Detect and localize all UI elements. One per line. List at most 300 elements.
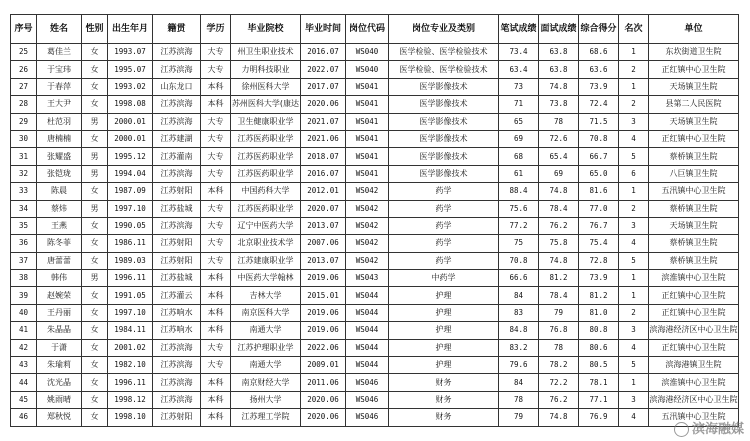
cell-seq: 37 xyxy=(11,252,37,269)
cell-school: 力明科技职业 xyxy=(231,61,301,78)
cell-position-code: WS041 xyxy=(346,130,389,147)
cell-birth: 1995.07 xyxy=(108,61,153,78)
cell-seq: 31 xyxy=(11,148,37,165)
cell-origin: 江苏响水 xyxy=(153,304,201,321)
watermark xyxy=(674,418,744,437)
cell-interview-score: 75.8 xyxy=(539,235,579,252)
cell-written-score: 70.8 xyxy=(499,252,539,269)
cell-graduation: 2019.06 xyxy=(301,304,346,321)
cell-gender: 女 xyxy=(82,304,108,321)
cell-interview-score: 76.8 xyxy=(539,322,579,339)
cell-name: 张耀盛 xyxy=(37,148,82,165)
cell-total-score: 73.9 xyxy=(579,270,619,287)
header-school: 毕业院校 xyxy=(231,15,301,44)
table-row xyxy=(11,391,739,408)
cell-gender: 男 xyxy=(82,270,108,287)
cell-birth: 1984.11 xyxy=(108,322,153,339)
cell-interview-score: 73.8 xyxy=(539,96,579,113)
cell-seq: 35 xyxy=(11,217,37,234)
cell-seq: 41 xyxy=(11,322,37,339)
cell-position-code: WS044 xyxy=(346,287,389,304)
cell-interview-score: 78.2 xyxy=(539,357,579,374)
table-row xyxy=(11,148,739,165)
cell-total-score: 75.4 xyxy=(579,235,619,252)
cell-birth: 1997.10 xyxy=(108,200,153,217)
table-row xyxy=(11,339,739,356)
cell-seq: 36 xyxy=(11,235,37,252)
cell-graduation: 2018.07 xyxy=(301,148,346,165)
cell-total-score: 63.6 xyxy=(579,61,619,78)
cell-seq: 39 xyxy=(11,287,37,304)
cell-education: 大专 xyxy=(201,339,231,356)
cell-name: 韩伟 xyxy=(37,270,82,287)
cell-seq: 46 xyxy=(11,409,37,426)
cell-interview-score: 76.2 xyxy=(539,217,579,234)
cell-written-score: 83 xyxy=(499,304,539,321)
cell-education: 本科 xyxy=(201,322,231,339)
cell-birth: 1997.10 xyxy=(108,304,153,321)
cell-origin: 江苏滨海 xyxy=(153,96,201,113)
cell-rank: 1 xyxy=(619,78,649,95)
cell-education: 本科 xyxy=(201,391,231,408)
cell-unit: 东坎街道卫生院 xyxy=(649,44,739,61)
cell-education: 大专 xyxy=(201,252,231,269)
cell-unit: 滨淮镇中心卫生院 xyxy=(649,270,739,287)
cell-seq: 38 xyxy=(11,270,37,287)
table-row xyxy=(11,374,739,391)
table-row xyxy=(11,217,739,234)
cell-unit: 正红镇中心卫生院 xyxy=(649,61,739,78)
cell-position-code: WS041 xyxy=(346,78,389,95)
table-header-row xyxy=(11,15,739,44)
cell-major: 中药学 xyxy=(389,270,499,287)
cell-interview-score: 78 xyxy=(539,113,579,130)
cell-seq: 42 xyxy=(11,339,37,356)
cell-rank: 1 xyxy=(619,287,649,304)
cell-school: 江苏医药职业学 xyxy=(231,200,301,217)
cell-major: 医学影像技术 xyxy=(389,130,499,147)
cell-interview-score: 74.8 xyxy=(539,409,579,426)
cell-education: 本科 xyxy=(201,96,231,113)
cell-rank: 1 xyxy=(619,183,649,200)
cell-origin: 江苏滨海 xyxy=(153,357,201,374)
cell-interview-score: 79 xyxy=(539,304,579,321)
cell-origin: 江苏滨海 xyxy=(153,217,201,234)
header-written-score: 笔试成绩 xyxy=(499,15,539,44)
cell-gender: 女 xyxy=(82,130,108,147)
cell-origin: 江苏滨海 xyxy=(153,374,201,391)
cell-name: 朱瑜莉 xyxy=(37,357,82,374)
cell-name: 杜范羽 xyxy=(37,113,82,130)
cell-written-score: 69 xyxy=(499,130,539,147)
cell-birth: 1998.12 xyxy=(108,391,153,408)
cell-name: 陈晨 xyxy=(37,183,82,200)
cell-position-code: WS046 xyxy=(346,374,389,391)
cell-total-score: 80.5 xyxy=(579,357,619,374)
cell-written-score: 66.6 xyxy=(499,270,539,287)
table-row xyxy=(11,165,739,182)
cell-written-score: 63.4 xyxy=(499,61,539,78)
media-logo-icon xyxy=(674,422,689,437)
cell-interview-score: 69 xyxy=(539,165,579,182)
cell-education: 大专 xyxy=(201,217,231,234)
cell-education: 本科 xyxy=(201,270,231,287)
table-row xyxy=(11,200,739,217)
cell-interview-score: 78 xyxy=(539,339,579,356)
cell-education: 本科 xyxy=(201,304,231,321)
table-row xyxy=(11,44,739,61)
cell-rank: 2 xyxy=(619,200,649,217)
cell-seq: 25 xyxy=(11,44,37,61)
cell-interview-score: 72.2 xyxy=(539,374,579,391)
cell-position-code: WS044 xyxy=(346,322,389,339)
cell-unit: 滨淮镇中心卫生院 xyxy=(649,374,739,391)
cell-graduation: 2021.06 xyxy=(301,130,346,147)
cell-major: 财务 xyxy=(389,391,499,408)
cell-total-score: 68.6 xyxy=(579,44,619,61)
cell-education: 大专 xyxy=(201,61,231,78)
cell-written-score: 65 xyxy=(499,113,539,130)
cell-origin: 江苏建湖 xyxy=(153,130,201,147)
cell-total-score: 72.8 xyxy=(579,252,619,269)
cell-name: 王丹丽 xyxy=(37,304,82,321)
cell-seq: 40 xyxy=(11,304,37,321)
cell-position-code: WS046 xyxy=(346,409,389,426)
cell-name: 唐蕾蕾 xyxy=(37,252,82,269)
cell-position-code: WS042 xyxy=(346,183,389,200)
cell-school: 江苏理工学院 xyxy=(231,409,301,426)
cell-rank: 4 xyxy=(619,339,649,356)
cell-position-code: WS041 xyxy=(346,96,389,113)
cell-gender: 女 xyxy=(82,391,108,408)
cell-total-score: 65.0 xyxy=(579,165,619,182)
cell-written-score: 75 xyxy=(499,235,539,252)
results-table xyxy=(10,14,739,427)
cell-major: 医学影像技术 xyxy=(389,148,499,165)
cell-rank: 4 xyxy=(619,409,649,426)
table-row xyxy=(11,113,739,130)
cell-written-score: 73 xyxy=(499,78,539,95)
cell-name: 葛佳兰 xyxy=(37,44,82,61)
cell-origin: 江苏滨海 xyxy=(153,44,201,61)
table-row xyxy=(11,96,739,113)
cell-total-score: 77.1 xyxy=(579,391,619,408)
cell-school: 南京财经大学 xyxy=(231,374,301,391)
cell-education: 大专 xyxy=(201,235,231,252)
cell-school: 中国药科大学 xyxy=(231,183,301,200)
cell-rank: 2 xyxy=(619,304,649,321)
cell-unit: 正红镇中心卫生院 xyxy=(649,304,739,321)
cell-gender: 女 xyxy=(82,217,108,234)
cell-major: 财务 xyxy=(389,409,499,426)
cell-origin: 江苏射阳 xyxy=(153,409,201,426)
header-birth: 出生年月 xyxy=(108,15,153,44)
cell-school: 江苏护理职业学 xyxy=(231,339,301,356)
cell-name: 郑秋悦 xyxy=(37,409,82,426)
cell-position-code: WS040 xyxy=(346,44,389,61)
cell-written-score: 68 xyxy=(499,148,539,165)
cell-graduation: 2015.01 xyxy=(301,287,346,304)
cell-gender: 男 xyxy=(82,113,108,130)
cell-birth: 1993.02 xyxy=(108,78,153,95)
cell-position-code: WS041 xyxy=(346,148,389,165)
cell-gender: 女 xyxy=(82,409,108,426)
cell-position-code: WS046 xyxy=(346,391,389,408)
cell-total-score: 81.0 xyxy=(579,304,619,321)
cell-rank: 2 xyxy=(619,96,649,113)
cell-graduation: 2016.07 xyxy=(301,165,346,182)
cell-school: 北京职业技术学 xyxy=(231,235,301,252)
cell-graduation: 2020.06 xyxy=(301,96,346,113)
cell-rank: 3 xyxy=(619,217,649,234)
cell-major: 护理 xyxy=(389,339,499,356)
table-row xyxy=(11,287,739,304)
cell-gender: 女 xyxy=(82,287,108,304)
cell-school: 南通大学 xyxy=(231,322,301,339)
cell-major: 医学影像技术 xyxy=(389,78,499,95)
cell-rank: 4 xyxy=(619,235,649,252)
cell-birth: 1994.04 xyxy=(108,165,153,182)
cell-origin: 江苏响水 xyxy=(153,322,201,339)
cell-major: 护理 xyxy=(389,322,499,339)
header-rank: 名次 xyxy=(619,15,649,44)
cell-written-score: 61 xyxy=(499,165,539,182)
cell-graduation: 2011.06 xyxy=(301,374,346,391)
cell-interview-score: 78.4 xyxy=(539,200,579,217)
cell-major: 财务 xyxy=(389,374,499,391)
table-row xyxy=(11,304,739,321)
cell-birth: 1990.05 xyxy=(108,217,153,234)
cell-graduation: 2007.06 xyxy=(301,235,346,252)
cell-seq: 34 xyxy=(11,200,37,217)
cell-name: 于宝玮 xyxy=(37,61,82,78)
cell-education: 大专 xyxy=(201,130,231,147)
cell-education: 大专 xyxy=(201,44,231,61)
cell-written-score: 75.6 xyxy=(499,200,539,217)
cell-school: 辽宁中医药大学 xyxy=(231,217,301,234)
cell-seq: 43 xyxy=(11,357,37,374)
cell-major: 药学 xyxy=(389,252,499,269)
cell-unit: 蔡桥镇卫生院 xyxy=(649,252,739,269)
cell-school: 中医药大学翰林 xyxy=(231,270,301,287)
cell-graduation: 2016.07 xyxy=(301,44,346,61)
cell-position-code: WS041 xyxy=(346,113,389,130)
cell-origin: 江苏滨海 xyxy=(153,165,201,182)
cell-major: 医学影像技术 xyxy=(389,113,499,130)
cell-rank: 3 xyxy=(619,322,649,339)
cell-total-score: 73.9 xyxy=(579,78,619,95)
table-row xyxy=(11,409,739,426)
cell-written-score: 77.2 xyxy=(499,217,539,234)
cell-rank: 5 xyxy=(619,252,649,269)
cell-gender: 男 xyxy=(82,165,108,182)
cell-major: 医学检验、医学检验技术 xyxy=(389,61,499,78)
cell-position-code: WS042 xyxy=(346,200,389,217)
cell-unit: 五汛镇中心卫生院 xyxy=(649,183,739,200)
cell-education: 大专 xyxy=(201,113,231,130)
cell-seq: 30 xyxy=(11,130,37,147)
cell-graduation: 2022.06 xyxy=(301,339,346,356)
cell-seq: 26 xyxy=(11,61,37,78)
cell-written-score: 88.4 xyxy=(499,183,539,200)
cell-unit: 天场镇卫生院 xyxy=(649,78,739,95)
cell-birth: 2001.02 xyxy=(108,339,153,356)
cell-name: 蔡炜 xyxy=(37,200,82,217)
cell-origin: 江苏盐城 xyxy=(153,270,201,287)
cell-gender: 女 xyxy=(82,96,108,113)
header-graduation: 毕业时间 xyxy=(301,15,346,44)
cell-rank: 2 xyxy=(619,61,649,78)
cell-unit: 蔡桥镇卫生院 xyxy=(649,200,739,217)
cell-graduation: 2009.01 xyxy=(301,357,346,374)
cell-written-score: 73.4 xyxy=(499,44,539,61)
cell-name: 王大尹 xyxy=(37,96,82,113)
cell-rank: 5 xyxy=(619,357,649,374)
cell-interview-score: 76.2 xyxy=(539,391,579,408)
cell-birth: 2000.01 xyxy=(108,113,153,130)
cell-written-score: 84 xyxy=(499,287,539,304)
cell-seq: 27 xyxy=(11,78,37,95)
cell-interview-score: 74.8 xyxy=(539,78,579,95)
results-table-container xyxy=(10,14,738,427)
cell-school: 扬州大学 xyxy=(231,391,301,408)
cell-seq: 44 xyxy=(11,374,37,391)
table-body xyxy=(11,44,739,427)
cell-origin: 江苏射阳 xyxy=(153,183,201,200)
cell-rank: 3 xyxy=(619,391,649,408)
cell-written-score: 84 xyxy=(499,374,539,391)
cell-graduation: 2019.06 xyxy=(301,322,346,339)
cell-position-code: WS044 xyxy=(346,304,389,321)
cell-rank: 1 xyxy=(619,44,649,61)
cell-gender: 女 xyxy=(82,357,108,374)
header-origin: 籍贯 xyxy=(153,15,201,44)
cell-school: 吉林大学 xyxy=(231,287,301,304)
cell-position-code: WS040 xyxy=(346,61,389,78)
cell-education: 大专 xyxy=(201,200,231,217)
cell-interview-score: 72.6 xyxy=(539,130,579,147)
cell-unit: 正红镇中心卫生院 xyxy=(649,339,739,356)
cell-major: 药学 xyxy=(389,183,499,200)
cell-education: 大专 xyxy=(201,165,231,182)
cell-unit: 县第二人民医院 xyxy=(649,96,739,113)
cell-major: 药学 xyxy=(389,235,499,252)
cell-major: 药学 xyxy=(389,217,499,234)
cell-major: 医学影像技术 xyxy=(389,96,499,113)
table-row xyxy=(11,61,739,78)
cell-birth: 1995.12 xyxy=(108,148,153,165)
cell-birth: 1993.07 xyxy=(108,44,153,61)
header-unit: 单位 xyxy=(649,15,739,44)
cell-interview-score: 74.8 xyxy=(539,252,579,269)
cell-origin: 江苏射阳 xyxy=(153,252,201,269)
cell-graduation: 2013.07 xyxy=(301,217,346,234)
cell-origin: 江苏滨海 xyxy=(153,391,201,408)
header-name: 姓名 xyxy=(37,15,82,44)
cell-birth: 1996.11 xyxy=(108,374,153,391)
cell-name: 于潇 xyxy=(37,339,82,356)
cell-education: 大专 xyxy=(201,357,231,374)
cell-origin: 江苏滨海 xyxy=(153,113,201,130)
header-gender: 性别 xyxy=(82,15,108,44)
cell-education: 本科 xyxy=(201,287,231,304)
cell-school: 南京医科大学 xyxy=(231,304,301,321)
cell-name: 王燕 xyxy=(37,217,82,234)
cell-education: 本科 xyxy=(201,409,231,426)
table-row xyxy=(11,270,739,287)
cell-written-score: 78 xyxy=(499,391,539,408)
cell-origin: 江苏滨海 xyxy=(153,339,201,356)
cell-school: 卫生健康职业学 xyxy=(231,113,301,130)
cell-gender: 女 xyxy=(82,374,108,391)
cell-total-score: 81.2 xyxy=(579,287,619,304)
cell-position-code: WS041 xyxy=(346,165,389,182)
cell-unit: 滨海港镇卫生院 xyxy=(649,357,739,374)
cell-education: 本科 xyxy=(201,374,231,391)
cell-rank: 5 xyxy=(619,148,649,165)
cell-graduation: 2012.01 xyxy=(301,183,346,200)
cell-gender: 女 xyxy=(82,322,108,339)
cell-written-score: 79 xyxy=(499,409,539,426)
cell-school: 南通大学 xyxy=(231,357,301,374)
cell-total-score: 81.6 xyxy=(579,183,619,200)
cell-education: 本科 xyxy=(201,78,231,95)
cell-gender: 男 xyxy=(82,148,108,165)
cell-interview-score: 81.2 xyxy=(539,270,579,287)
cell-gender: 女 xyxy=(82,339,108,356)
cell-seq: 45 xyxy=(11,391,37,408)
cell-seq: 33 xyxy=(11,183,37,200)
watermark-text: 滨海融媒 xyxy=(691,420,744,436)
cell-graduation: 2019.06 xyxy=(301,270,346,287)
cell-gender: 女 xyxy=(82,44,108,61)
cell-major: 医学影像技术 xyxy=(389,165,499,182)
cell-unit: 五汛镇中心卫生院 xyxy=(649,409,739,426)
cell-position-code: WS043 xyxy=(346,270,389,287)
cell-school: 徐州医科大学 xyxy=(231,78,301,95)
cell-origin: 山东龙口 xyxy=(153,78,201,95)
cell-major: 医学检验、医学检验技术 xyxy=(389,44,499,61)
cell-gender: 女 xyxy=(82,235,108,252)
cell-school: 江苏医药职业学 xyxy=(231,130,301,147)
cell-rank: 1 xyxy=(619,374,649,391)
cell-origin: 江苏盐城 xyxy=(153,200,201,217)
cell-school: 州卫生职业技术 xyxy=(231,44,301,61)
cell-seq: 29 xyxy=(11,113,37,130)
cell-gender: 男 xyxy=(82,200,108,217)
cell-written-score: 79.6 xyxy=(499,357,539,374)
header-total-score: 综合得分 xyxy=(579,15,619,44)
cell-written-score: 83.2 xyxy=(499,339,539,356)
cell-unit: 蔡桥镇卫生院 xyxy=(649,235,739,252)
cell-origin: 江苏射阳 xyxy=(153,235,201,252)
cell-birth: 1982.10 xyxy=(108,357,153,374)
cell-total-score: 77.0 xyxy=(579,200,619,217)
cell-name: 朱晶晶 xyxy=(37,322,82,339)
cell-total-score: 70.8 xyxy=(579,130,619,147)
table-row xyxy=(11,252,739,269)
cell-interview-score: 63.8 xyxy=(539,44,579,61)
cell-name: 赵婉荣 xyxy=(37,287,82,304)
cell-major: 护理 xyxy=(389,357,499,374)
cell-unit: 滨海港经济区中心卫生院 xyxy=(649,322,739,339)
cell-total-score: 76.9 xyxy=(579,409,619,426)
cell-education: 大专 xyxy=(201,148,231,165)
cell-name: 姚雨晴 xyxy=(37,391,82,408)
cell-gender: 女 xyxy=(82,78,108,95)
table-row xyxy=(11,183,739,200)
cell-unit: 八巨镇卫生院 xyxy=(649,165,739,182)
